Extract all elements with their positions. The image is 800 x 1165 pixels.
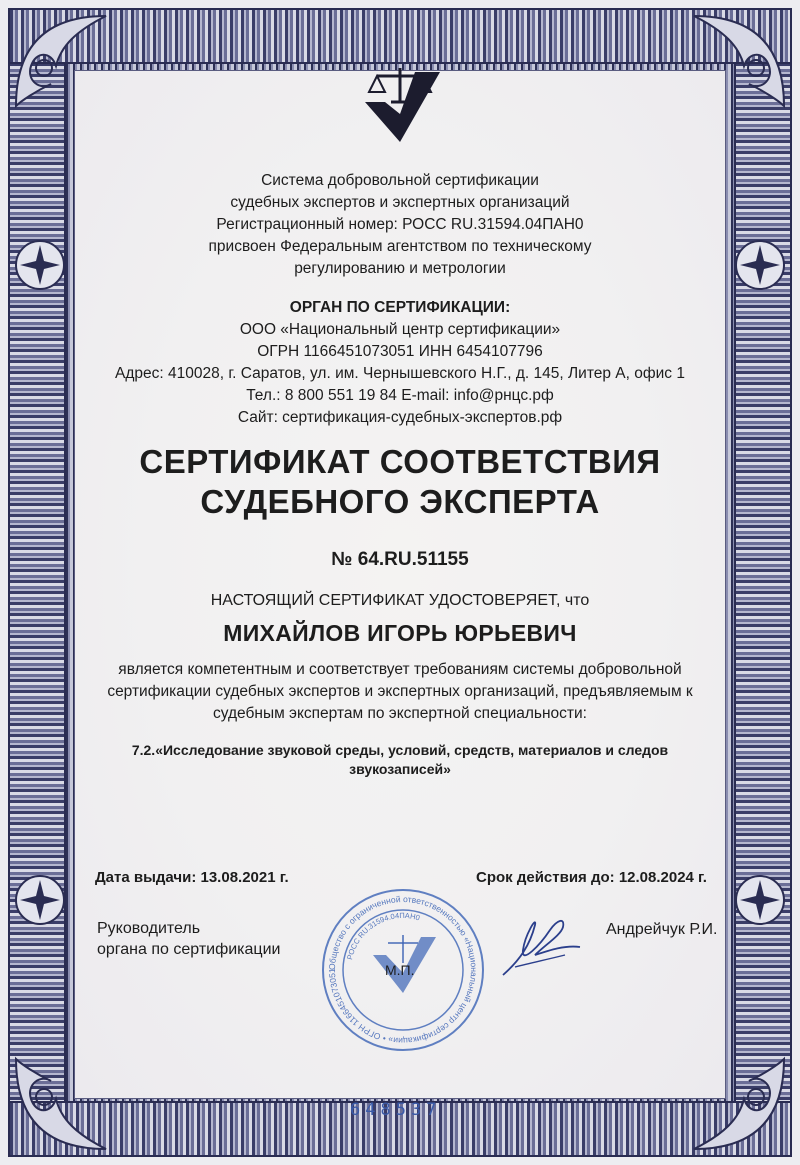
scales-logo-icon (355, 62, 445, 150)
frame-top-band (8, 8, 792, 64)
competence-text: сертификации судебных экспертов и экспертных организаций, предъявляемым к (107, 683, 693, 700)
certifies-line: НАСТОЯЩИЙ СЕРТИФИКАТ УДОСТОВЕРЯЕТ, что (210, 592, 590, 609)
system-name-line: судебных экспертов и экспертных организаций (230, 194, 570, 211)
competence-text: судебным экспертам по экспертной специальности: (213, 705, 587, 722)
authority-ids: ОГРН 1166451073051 ИНН 6454107796 (257, 343, 543, 360)
rosette-icon (10, 870, 70, 930)
certificate-title: СУДЕБНОГО ЭКСПЕРТА (200, 483, 600, 520)
specialty: 7.2.«Исследование звуковой среды, условий, средств, материалов и следов (131, 742, 669, 758)
certificate-number: № 64.RU.51155 (331, 549, 469, 570)
rosette-icon (730, 870, 790, 930)
assigned-by-line: регулированию и метрологии (294, 260, 506, 277)
specialty: звукозаписей» (349, 761, 451, 777)
seal-outer-text: Общество с ограниченной ответственностью «Национальный центр сертификации» • ОГРН 1166451073051 (326, 893, 480, 1047)
registration-number: Регистрационный номер: РОСС RU.31594.04ПАН0 (216, 216, 584, 233)
serial-number: 648537 (350, 1100, 442, 1120)
authority-contacts: Тел.: 8 800 551 19 84 E-mail: info@рнцс.рф (246, 387, 554, 404)
handwritten-signature (495, 905, 585, 985)
system-name-line: Система добровольной сертификации (261, 172, 539, 189)
seal-reg-text: РОСС RU.31594.04ПАН0 (345, 910, 421, 961)
signatory-role: Руководитель (97, 920, 201, 937)
authority-address: Адрес: 410028, г. Саратов, ул. им. Чернышевского Н.Г., д. 145, Литер А, офис 1 (115, 365, 685, 382)
authority-org: ООО «Национальный центр сертификации» (239, 321, 561, 338)
certificate-title: СЕРТИФИКАТ СООТВЕТСТВИЯ (139, 443, 661, 480)
competence-text: является компетентным и соответствует требованиям системы добровольной (118, 661, 682, 678)
authority-site: Сайт: сертификация-судебных-экспертов.рф (237, 409, 563, 426)
holder-name: МИХАЙЛОВ ИГОРЬ ЮРЬЕВИЧ (223, 620, 577, 646)
issue-date: Дата выдачи: 13.08.2021 г. (95, 869, 289, 886)
authority-label: ОРГАН ПО СЕРТИФИКАЦИИ: (289, 299, 511, 316)
seal-place-label: М.П. (385, 962, 415, 978)
valid-until-date: Срок действия до: 12.08.2024 г. (476, 869, 707, 886)
signatory-role: органа по сертификации (97, 941, 281, 958)
signatory-name: Андрейчук Р.И. (606, 921, 718, 938)
assigned-by-line: присвоен Федеральным агентством по техническому (208, 238, 592, 255)
